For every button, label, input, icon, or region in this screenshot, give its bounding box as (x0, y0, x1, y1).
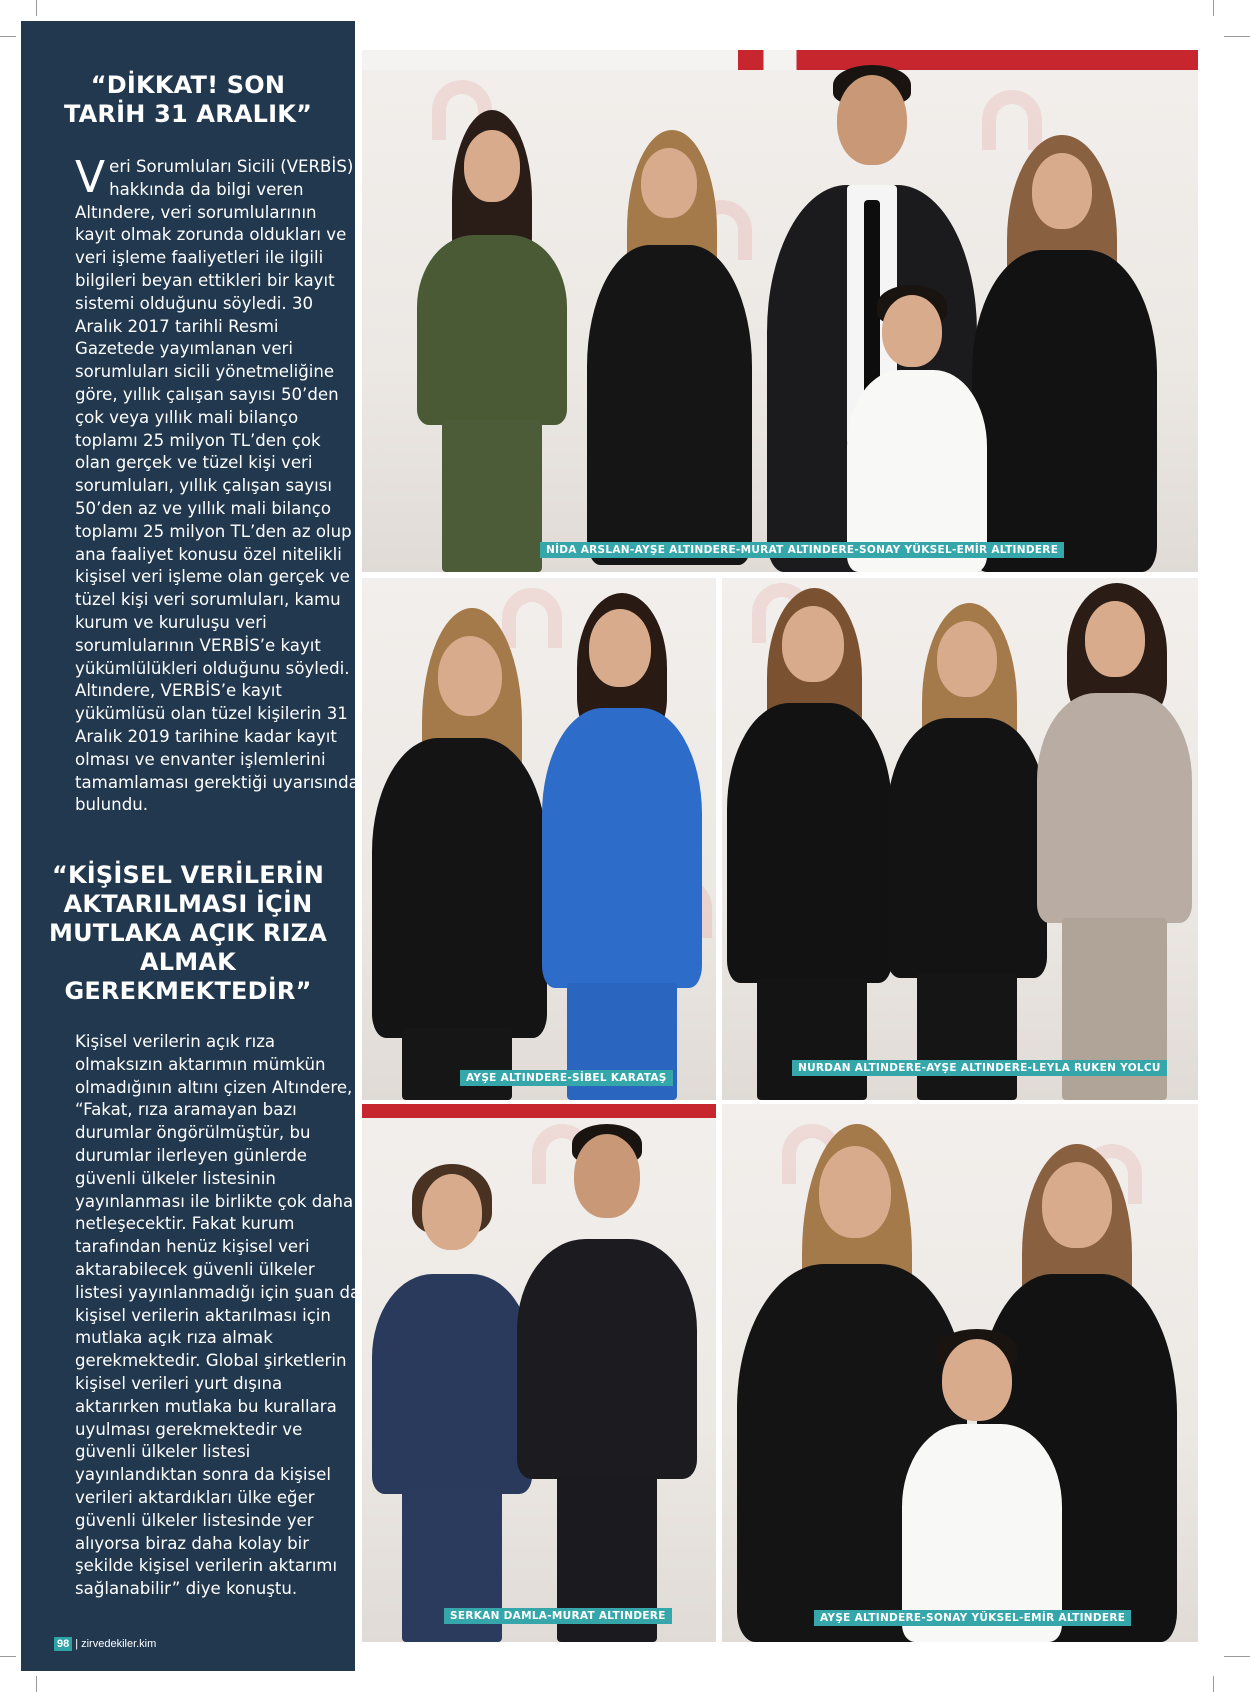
drop-cap: V (75, 152, 106, 203)
suit-jacket (517, 1239, 697, 1479)
navy-blazer (372, 1274, 532, 1494)
face (641, 148, 697, 218)
black-top (727, 703, 892, 983)
blouse (972, 250, 1157, 572)
person-figure (887, 603, 1047, 1100)
person-figure (372, 608, 552, 1100)
jacket (887, 718, 1047, 978)
face (464, 130, 520, 202)
trousers (917, 973, 1017, 1100)
event-photo-middle-left (362, 578, 716, 1100)
crop-mark (1213, 1676, 1214, 1692)
person-figure (392, 110, 582, 572)
crop-mark (0, 36, 16, 37)
plaid-suit (1037, 693, 1192, 923)
person-figure (727, 588, 897, 1100)
photo-caption: NURDAN ALTINDERE-AYŞE ALTINDERE-LEYLA RUKEN YOLCU (792, 1060, 1167, 1076)
article-paragraph-consent: Kişisel verilerin açık rıza olmaksızın aktarımın mümkün olmadığının altını çizen Altındere, “Fakat, rıza aramayan bazı durumlar öngörülmüştür, bu durumlar ilerleyen günlerde güvenli ülkeler listesinin yayınlanması ile birlikte çok daha netleşecektir. Fakat kurum tarafından henüz kişisel veri aktarabilecek güvenli ülkeler listesi yayınlanmadığı için şuan da kişisel verilerin aktarılması için mutlaka açık rıza almak gerekmektedir. Global şirketlerin kişisel verileri yurt dışına aktarırken mutlaka bu kurallara uyulması gerekmektedir ve güvenli ülkeler listesi yayınlandıktan sonra da kişisel verileri aktardıkları ülke eğer güvenli ülkeler listesinde yer alıyorsa biraz daha kolay bir şekilde kişisel verilerin aktarımı sağlanabilir” diye konuştu. (75, 1032, 361, 1599)
crop-mark (0, 1656, 16, 1657)
footer-site: zirvedekiler.kim (81, 1638, 157, 1650)
jacket (372, 738, 547, 1038)
event-photo-bottom-right (722, 1104, 1198, 1642)
blue-suit (542, 708, 702, 988)
face (942, 1339, 1012, 1421)
crop-mark (36, 1676, 37, 1692)
person-figure (577, 130, 757, 572)
face (1085, 601, 1145, 677)
face (574, 1134, 640, 1218)
person-figure (512, 1124, 702, 1642)
event-photo-middle-right (722, 578, 1198, 1100)
crop-mark (1213, 0, 1214, 16)
page-footer (54, 1637, 156, 1651)
article-sidebar (21, 21, 361, 1671)
trousers (402, 1028, 512, 1100)
paragraph-text: eri Sorumluları Sicili (VERBİS) hakkında da bilgi veren Altındere, veri sorumlularının kayıt olmak zorunda oldukları ve veri işleme faaliyetleri ile ilgili bilgileri beyan ettikleri bir kayıt sistemi olduğunu söyledi. 30 Aralık 2017 tarihli Resmi Gazetede yayımlanan veri sorumluları sicili yönetmeliğine göre, yıllık çalışan sayısı 50’den çok veya yıllık mali bilanço toplamı 25 milyon TL’den çok olan gerçek ve tüzel kişi veri sorumluları, yıllık çalışan sayısı 50’den az ve yıllık mali bilanço toplamı 25 milyon TL’den az olup ana faaliyet konusu özel nitelikli kişisel veri işleme olan gerçek ve tüzel kişi veri sorumluları, kamu kurum ve kuruluşu veri sorumlularının VERBİS’e kayıt yükümlülükleri olduğunu söyledi. Altındere, VERBİS’e kayıt yükümlüsü olan tüzel kişilerin 31 Aralık 2019 tarihine kadar kayıt olması ve envanter işlemlerini tamamlaması gerektiği uyarısında bulundu. (75, 157, 359, 815)
person-figure (537, 593, 707, 1100)
crop-mark (36, 0, 37, 16)
photo-caption: AYŞE ALTINDERE-SİBEL KARATAŞ (460, 1070, 673, 1086)
face (422, 1174, 482, 1250)
article-paragraph-verbis (75, 152, 361, 817)
crop-mark (1224, 1656, 1250, 1657)
person-figure (892, 1329, 1072, 1642)
face (1032, 153, 1092, 229)
face (937, 621, 997, 697)
backdrop-stripe (362, 1104, 716, 1118)
face (837, 75, 907, 165)
footer-separator: | (75, 1638, 79, 1650)
face (882, 295, 942, 367)
person-figure (962, 135, 1162, 572)
section-heading-consent: “KİŞİSEL VERİLERİN AKTARILMASI İÇİN MUTLAKA AÇIK RIZA ALMAK GEREKMEKTEDİR” (49, 861, 327, 1005)
trousers (757, 978, 867, 1100)
event-photo-top (362, 50, 1198, 572)
jacket (587, 245, 752, 565)
photo-caption: NİDA ARSLAN-AYŞE ALTINDERE-MURAT ALTINDERE-SONAY YÜKSEL-EMİR ALTINDERE (540, 542, 1064, 558)
person-figure (1037, 583, 1197, 1100)
event-photo-bottom-left (362, 1104, 716, 1642)
face (1042, 1162, 1112, 1248)
section-heading-deadline: “DİKKAT! SON TARİH 31 ARALIK” (63, 71, 313, 128)
photo-caption: AYŞE ALTINDERE-SONAY YÜKSEL-EMİR ALTINDERE (814, 1610, 1131, 1626)
trousers (442, 420, 542, 572)
face (782, 606, 844, 682)
face (438, 636, 502, 716)
crop-mark (1224, 36, 1250, 37)
person-figure (842, 285, 992, 572)
jacket (417, 235, 567, 425)
face (589, 609, 651, 687)
photo-caption: SERKAN DAMLA-MURAT ALTINDERE (444, 1608, 672, 1624)
face (819, 1146, 891, 1238)
person-figure (372, 1164, 532, 1642)
page-number: 98 (54, 1637, 72, 1651)
